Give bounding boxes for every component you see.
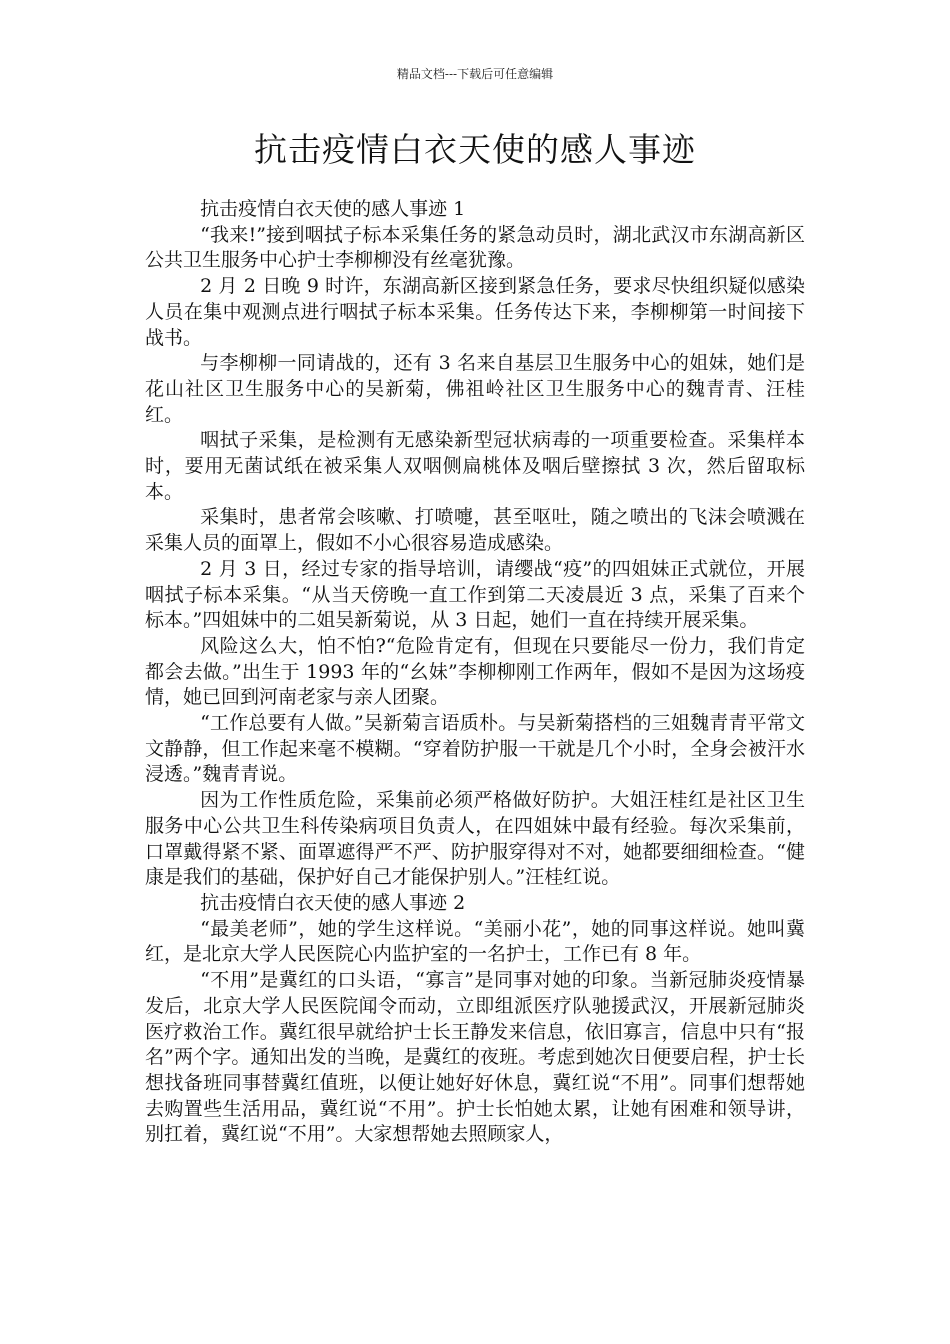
paragraph: 2 月 2 日晚 9 时许，东湖高新区接到紧急任务，要求尽快组织疑似感染人员在集中观测点进行咽拭子标本采集。任务传达下来，李柳柳第一时间接下战书。: [145, 275, 805, 349]
paragraph: 咽拭子采集，是检测有无感染新型冠状病毒的一项重要检查。采集样本时，要用无菌试纸在被采集人双咽侧扁桃体及咽后壁擦拭 3 次，然后留取标本。: [145, 429, 805, 503]
paragraph: “最美老师”，她的学生这样说。“美丽小花”，她的同事这样说。她叫冀红，是北京大学人民医院心内监护室的一名护士，工作已有 8 年。: [145, 917, 805, 966]
paragraph: “我来!”接到咽拭子标本采集任务的紧急动员时，湖北武汉市东湖高新区公共卫生服务中心护士李柳柳没有丝毫犹豫。: [145, 223, 805, 272]
paragraph: 与李柳柳一同请战的，还有 3 名来自基层卫生服务中心的姐妹，她们是花山社区卫生服务中心的吴新菊，佛祖岭社区卫生服务中心的魏青青、汪桂红。: [145, 352, 805, 426]
section-heading-2: 抗击疫情白衣天使的感人事迹 2: [200, 891, 466, 914]
document-body: [145, 197, 805, 1148]
paragraph: 2 月 3 日，经过专家的指导培训，请缨战“疫”的四姐妹正式就位，开展咽拭子标本采集。“从当天傍晚一直工作到第二天凌晨近 3 点，采集了百来个标本。”四姐妹中的二姐吴新菊说，从 3 日起，她们一直在持续开展采集。: [145, 557, 805, 632]
header-note: 精品文档---下载后可任意编辑: [396, 67, 554, 81]
paragraph: 因为工作性质危险，采集前必须严格做好防护。大姐汪桂红是社区卫生服务中心公共卫生科传染病项目负责人，在四姐妹中最有经验。每次采集前，口罩戴得紧不紧、面罩遮得严不严、防护服穿得对不对，她都要细细检查。“健康是我们的基础，保护好自己才能保护别人。”汪桂红说。: [145, 789, 805, 889]
paragraph: 采集时，患者常会咳嗽、打喷嚏，甚至呕吐，随之喷出的飞沫会喷溅在采集人员的面罩上，假如不小心很容易造成感染。: [145, 506, 805, 555]
paragraph: “不用”是冀红的口头语，“寡言”是同事对她的印象。当新冠肺炎疫情暴发后，北京大学人民医院闻令而动，立即组派医疗队驰援武汉，开展新冠肺炎医疗救治工作。冀红很早就给护士长王静发来信息，依旧寡言，信息中只有“报名”两个字。通知出发的当晚，是冀红的夜班。考虑到她次日便要启程，护士长想找备班同事替冀红值班，以便让她好好休息，冀红说“不用”。同事们想帮她去购置些生活用品，冀红说“不用”。护士长怕她太累，让她有困难和领导讲，别扛着，冀红说“不用”。大家想帮她去照顾家人，: [145, 969, 805, 1146]
section-heading-1: 抗击疫情白衣天使的感人事迹 1: [200, 198, 466, 220]
document-title: 抗击疫情白衣天使的感人事迹: [254, 130, 696, 169]
paragraph: “工作总要有人做。”吴新菊言语质朴。与吴新菊搭档的三姐魏青青平常文文静静，但工作起来毫不模糊。“穿着防护服一干就是几个小时，全身会被汗水浸透。”魏青青说。: [145, 712, 805, 786]
paragraph: 风险这么大，怕不怕?“危险肯定有，但现在只要能尽一份力，我们肯定都会去做。”出生于 1993 年的“幺妹”李柳柳刚工作两年，假如不是因为这场疫情，她已回到河南老家与亲人团聚。: [145, 634, 805, 709]
